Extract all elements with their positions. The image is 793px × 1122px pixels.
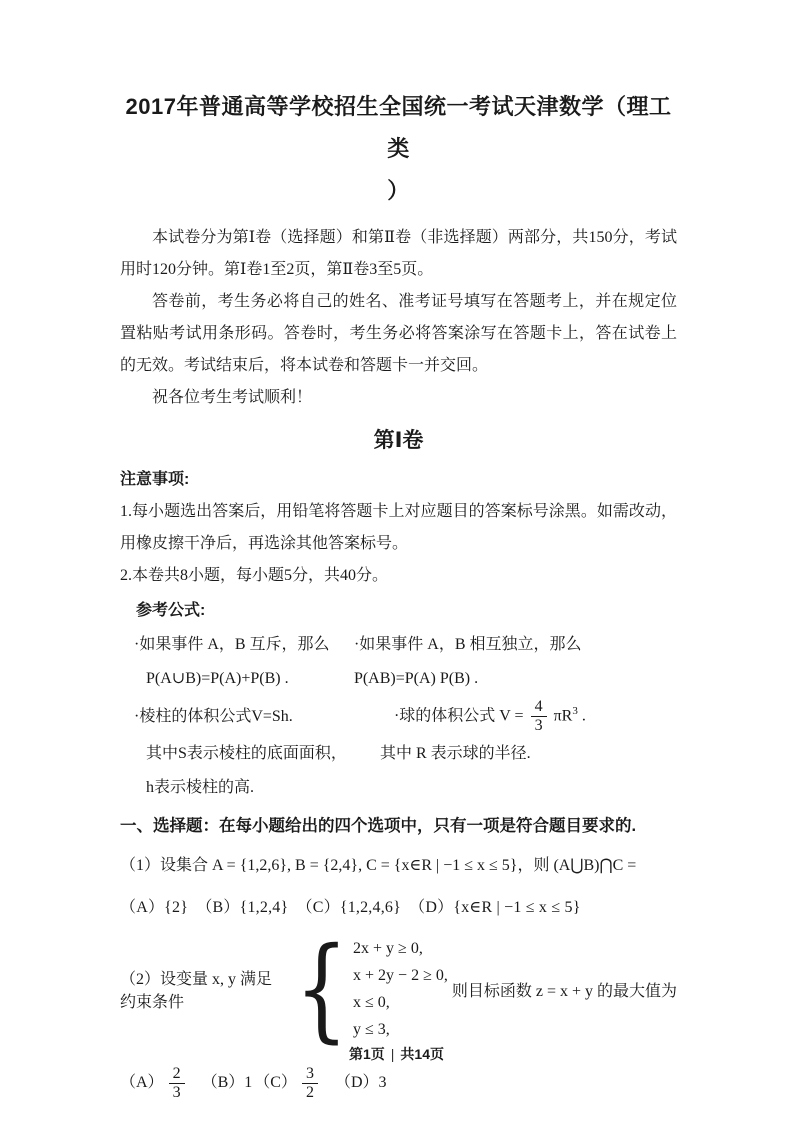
footer-separator: |	[390, 1046, 395, 1062]
question-2-option-b: （B）1	[201, 1074, 253, 1092]
formula-union: P(A∪B)=P(A)+P(B) .	[146, 670, 289, 687]
formulas-heading: 参考公式:	[136, 602, 206, 619]
intro-paragraph-3: 祝各位考生考试顺利！	[152, 389, 313, 406]
exam-title-line2: ）	[387, 178, 410, 203]
notice-item-2: 2.本卷共8小题，每小题5分，共40分。	[120, 567, 389, 584]
constraint-4: y ≤ 3,	[353, 1021, 390, 1039]
formula-sphere-volume	[354, 696, 677, 737]
sphere-volume-period: .	[577, 707, 586, 725]
question-2-constraints	[353, 935, 448, 1043]
footer-page-number: 第1页	[348, 1046, 385, 1062]
intro-paragraph-2: 答卷前，考生务必将自己的姓名、准考证号填写在答题考上，并在规定位置粘贴考试用条形码。答卷时，考生务必将答案涂写在答题卡上，答在试卷上的无效。考试结束后，将本试卷和答题卡一并交回。	[120, 293, 677, 374]
left-brace-icon: {	[294, 924, 349, 1055]
notice-item-1: 1.每小题选出答案后，用铅笔将答题卡上对应题目的答案标号涂黑。如需改动，用橡皮擦干净后，再选涂其他答案标号。	[120, 503, 677, 552]
page-footer	[0, 1044, 793, 1064]
sphere-volume-suffix: πR	[553, 707, 573, 725]
constraint-3: x ≤ 0,	[353, 994, 390, 1012]
question-2-options	[120, 1059, 677, 1107]
intro-paragraph-1: 本试卷分为第Ⅰ卷（选择题）和第Ⅱ卷（非选择题）两部分，共150分，考试用时120分钟。第Ⅰ卷1至2页，第Ⅱ卷3至5页。	[120, 229, 677, 278]
sphere-volume-prefix: ·球的体积公式 V =	[393, 707, 524, 725]
formula-prism-height-note: h表示棱柱的高.	[146, 779, 255, 797]
formula-independent-label: ·如果事件 A，B 相互独立，那么	[353, 636, 582, 653]
question-2-prefix: （2）设变量 x, y 满足约束条件	[120, 971, 273, 1012]
question-2-option-c-label: （C）	[254, 1074, 297, 1092]
sphere-volume-exponent: 3	[572, 705, 578, 717]
formula-product: P(AB)=P(A) P(B) .	[353, 670, 479, 687]
question-1-stem: （1）设集合 A = {1,2,6}, B = {2,4}, C = {x∈R | −1 ≤ x ≤ 5}，则 (A⋃B)⋂C =	[120, 857, 637, 875]
question-2-option-c-fraction: $\frac{3}{2}$	[302, 1065, 318, 1102]
formula-prism-base-note: 其中S表示棱柱的底面面积，	[146, 745, 347, 763]
fraction-four-thirds: $\frac{4}{3}$	[531, 698, 547, 735]
question-2-suffix: 则目标函数 z = x + y 的最大值为	[451, 982, 677, 1000]
formula-prism-volume: ·棱柱的体积公式V=Sh.	[134, 707, 293, 725]
formula-mutually-exclusive-label: ·如果事件 A，B 互斥，那么	[134, 636, 330, 653]
footer-total-pages: 共14页	[400, 1046, 444, 1062]
formula-sphere-radius-note: 其中 R 表示球的半径.	[379, 745, 531, 763]
exam-title-line1: 2017年普通高等学校招生全国统一考试天津数学（理工类	[125, 94, 672, 161]
constraint-1: 2x + y ≥ 0,	[353, 940, 423, 958]
question-2-option-a-label: （A）	[120, 1074, 164, 1092]
part1-heading: 第Ⅰ卷	[373, 429, 424, 452]
notice-heading: 注意事项:	[120, 471, 190, 488]
question-1-options: （A）{2} （B）{1,2,4} （C）{1,2,4,6} （D）{x∈R | −1 ≤ x ≤ 5}	[120, 899, 581, 917]
constraint-2: x + 2y − 2 ≥ 0,	[353, 967, 448, 985]
reference-formulas	[120, 628, 677, 805]
question-2-option-d: （D）3	[334, 1074, 387, 1092]
choice-section-heading: 一、选择题：在每小题给出的四个选项中，只有一项是符合题目要求的.	[120, 817, 637, 836]
question-2-option-a-fraction: $\frac{2}{3}$	[169, 1065, 185, 1102]
